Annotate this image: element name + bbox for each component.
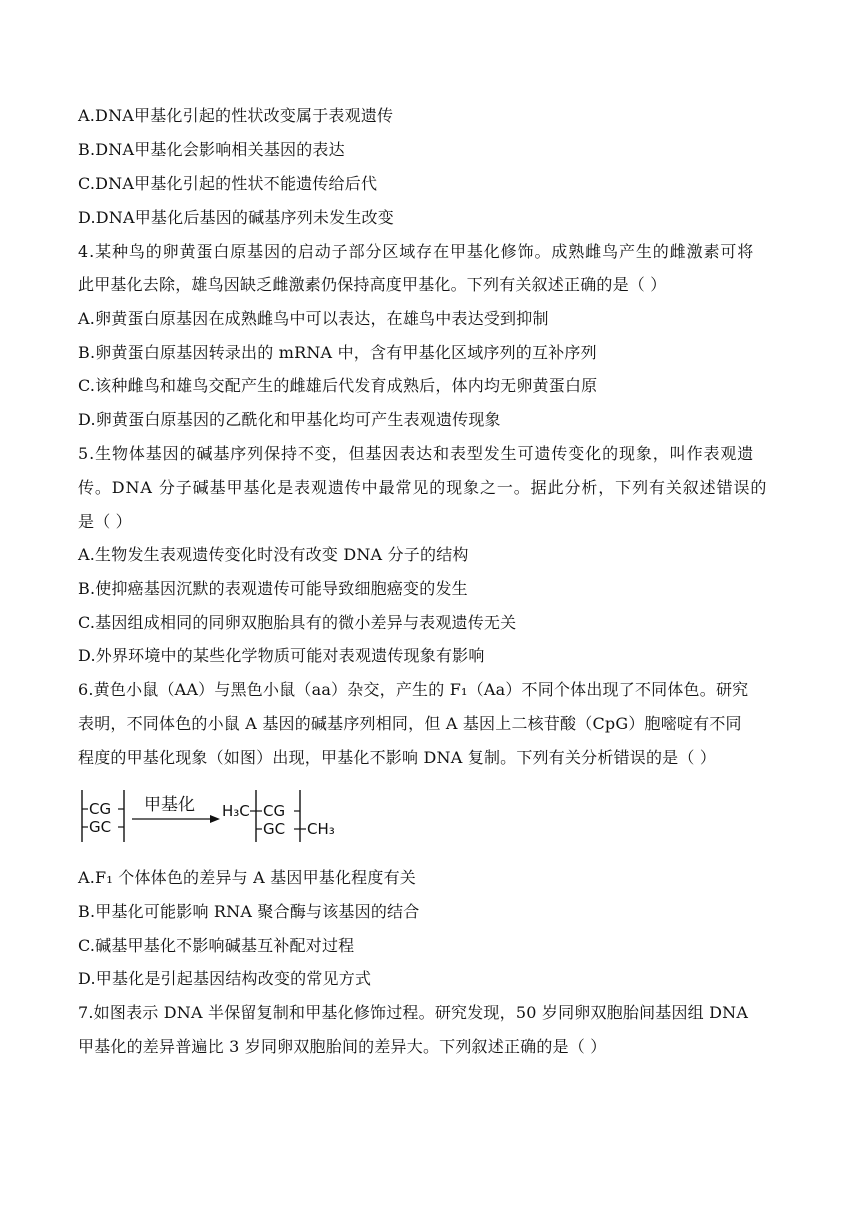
methylation-diagram <box>80 786 350 846</box>
question-5-stem-line-2: 传。DNA 分子碱基甲基化是表观遗传中最常见的现象之一。据此分析，下列有关叙述错误的 <box>78 478 768 497</box>
methyl-group-left: H₃C <box>222 802 250 820</box>
question-6-option-a: A.F₁ 个体体色的差异与 A 基因甲基化程度有关 <box>78 868 416 887</box>
option-2d: D.DNA甲基化后基因的碱基序列未发生改变 <box>78 208 394 227</box>
left-strand-top-bases: CG <box>89 800 112 818</box>
question-7-stem-line-2: 甲基化的差异普遍比 3 岁同卵双胞胎间的差异大。下列叙述正确的是（ ） <box>78 1037 607 1056</box>
question-4-option-b: B.卵黄蛋白原基因转录出的 mRNA 中，含有甲基化区域序列的互补序列 <box>78 343 597 362</box>
question-6-option-d: D.甲基化是引起基因结构改变的常见方式 <box>78 969 372 988</box>
question-5-option-c: C.基因组成相同的同卵双胞胎具有的微小差异与表观遗传无关 <box>78 613 517 632</box>
question-6-stem-line-2: 表明，不同体色的小鼠 A 基因的碱基序列相同，但 A 基因上二核苷酸（CpG）胞嘧啶有不同 <box>78 714 742 733</box>
option-2b: B.DNA甲基化会影响相关基因的表达 <box>78 140 345 159</box>
question-4-option-a: A.卵黄蛋白原基因在成熟雌鸟中可以表达，在雄鸟中表达受到抑制 <box>78 309 549 328</box>
question-6-option-c: C.碱基甲基化不影响碱基互补配对过程 <box>78 936 355 955</box>
question-7-stem-line-1: 7.如图表示 DNA 半保留复制和甲基化修饰过程。研究发现，50 岁同卵双胞胎间基因组 DNA <box>78 1003 749 1022</box>
question-5-stem-line-1: 5.生物体基因的碱基序列保持不变，但基因表达和表型发生可遗传变化的现象，叫作表观遗 <box>78 444 755 463</box>
question-5-stem-line-3: 是（ ） <box>78 512 132 531</box>
right-strand-bottom-bases: GC <box>263 820 286 838</box>
question-4-stem-line-1: 4.某种鸟的卵黄蛋白原基因的启动子部分区域存在甲基化修饰。成熟雌鸟产生的雌激素可将 <box>78 242 755 261</box>
option-2a: A.DNA甲基化引起的性状改变属于表观遗传 <box>78 106 394 125</box>
question-4-option-d: D.卵黄蛋白原基因的乙酰化和甲基化均可产生表观遗传现象 <box>78 410 501 429</box>
question-6-stem-line-3: 程度的甲基化现象（如图）出现，甲基化不影响 DNA 复制。下列有关分析错误的是（ ） <box>78 748 717 767</box>
question-6-option-b: B.甲基化可能影响 RNA 聚合酶与该基因的结合 <box>78 902 420 921</box>
methyl-group-right: CH₃ <box>307 820 335 838</box>
question-4-option-c: C.该种雌鸟和雄鸟交配产生的雌雄后代发育成熟后，体内均无卵黄蛋白原 <box>78 376 598 395</box>
question-4-stem-line-2: 此甲基化去除，雄鸟因缺乏雌激素仍保持高度甲基化。下列有关叙述正确的是（ ） <box>78 275 667 294</box>
arrow-label: 甲基化 <box>144 795 195 815</box>
right-strand-top-bases: CG <box>263 802 286 820</box>
question-5-option-b: B.使抑癌基因沉默的表观遗传可能导致细胞癌变的发生 <box>78 579 468 598</box>
left-strand-bottom-bases: GC <box>89 818 112 836</box>
question-6-stem-line-1: 6.黄色小鼠（AA）与黑色小鼠（aa）杂交，产生的 F₁（Aa）不同个体出现了不同体色。研究 <box>78 680 749 699</box>
option-2c: C.DNA甲基化引起的性状不能遗传给后代 <box>78 174 378 193</box>
question-5-option-a: A.生物发生表观遗传变化时没有改变 DNA 分子的结构 <box>78 545 469 564</box>
question-5-option-d: D.外界环境中的某些化学物质可能对表观遗传现象有影响 <box>78 646 485 665</box>
arrow-head <box>210 815 220 823</box>
